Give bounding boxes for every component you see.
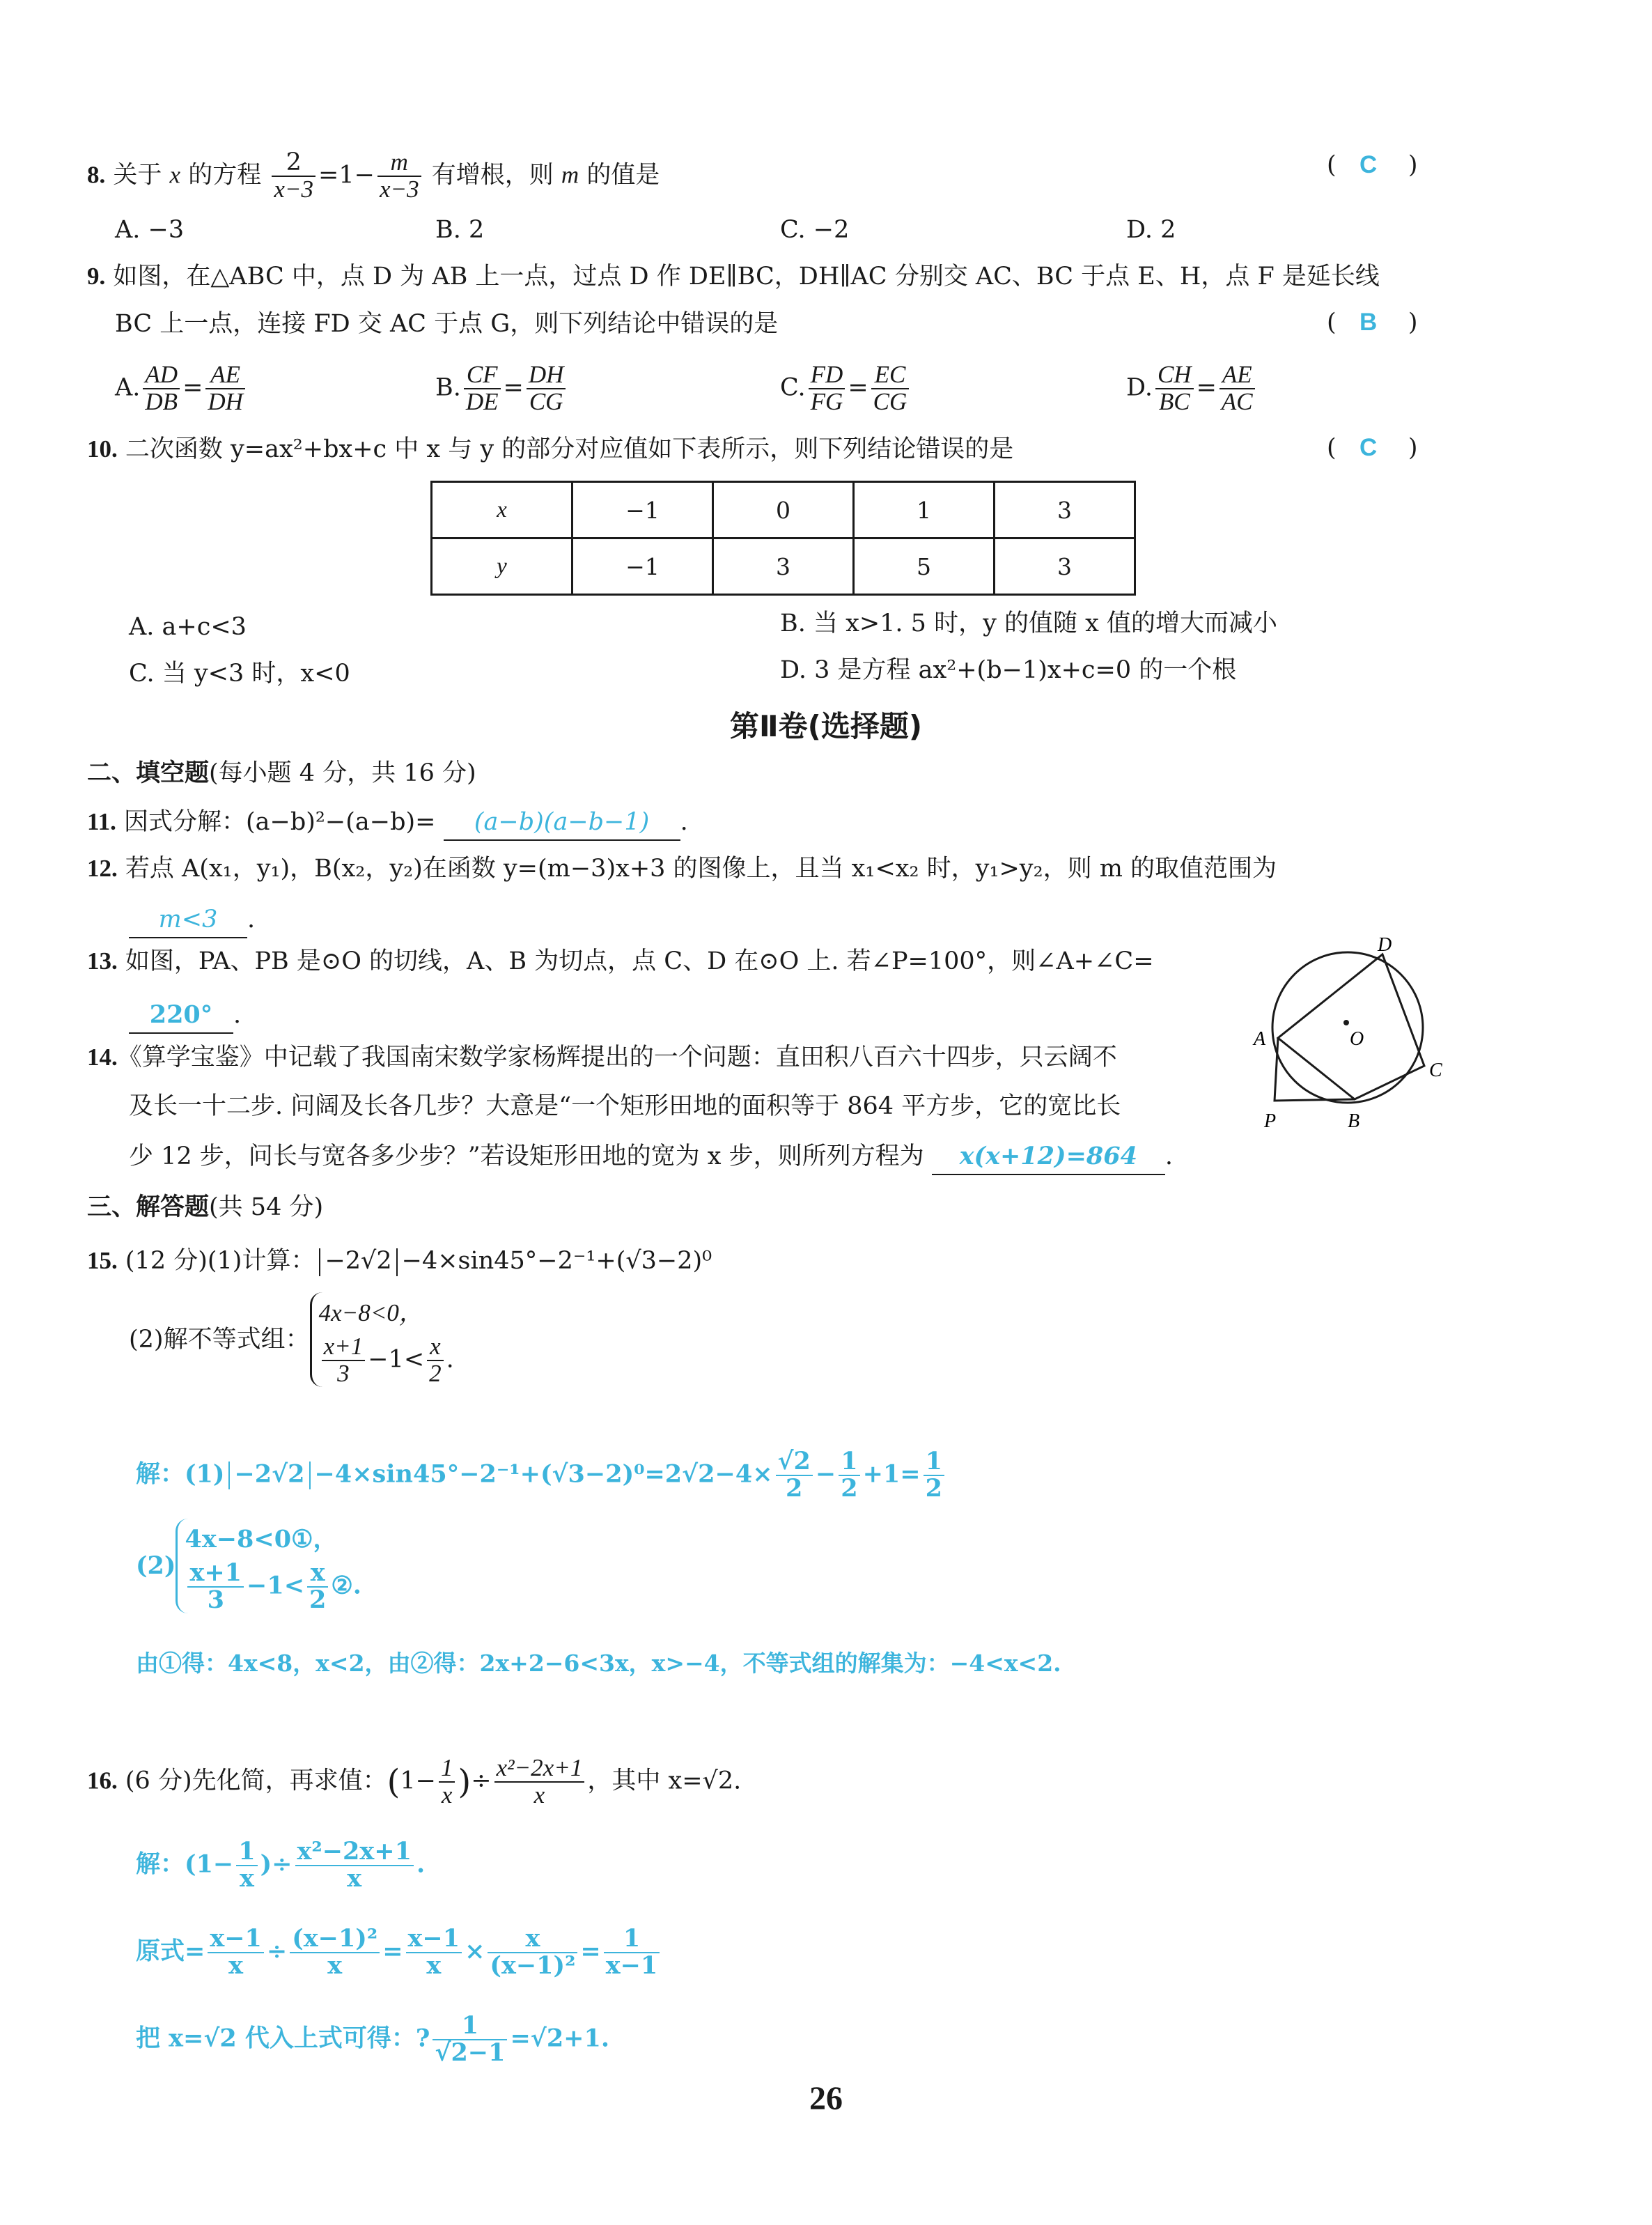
fraction: $\frac{m}{x-3}$ — [377, 150, 421, 203]
solution-16-3: 把 x=√2 代入上式可得：? $\frac{1}{√2-1}$ =√2+1. — [136, 2011, 610, 2067]
label-o: O — [1350, 1028, 1364, 1050]
label-p: P — [1264, 1110, 1277, 1132]
question-15: 15. (12 分)(1)计算： −2√2 −4×sin45°−2⁻¹+(√3−2)⁰ — [87, 1247, 712, 1275]
question-15-part2: (2)解不等式组： 4x−8<0， $\frac{x+1}{3}$ −1< $\frac{x}{2}$ . — [129, 1292, 454, 1387]
option-a: A. a+c<3 — [129, 613, 247, 641]
answer-choice: C — [1359, 434, 1378, 461]
answer-bracket: ( C ) — [1327, 151, 1418, 179]
tangent-lines — [1275, 1038, 1355, 1101]
question-number: 10. — [87, 435, 118, 463]
option-b: B. 当 x>1. 5 时，y 的值随 x 值的增大而减小 — [780, 610, 1277, 637]
option-d: D. 3 是方程 ax²+(b−1)x+c=0 的一个根 — [780, 656, 1237, 684]
table-cell: 1 — [854, 482, 995, 538]
table-cell: 3 — [995, 538, 1135, 595]
question-text: 如图，在△ABC 中，点 D 为 AB 上一点，过点 D 作 DE∥BC，DH∥AC 分别交 AC、BC 于点 E、H，点 F 是延长线 — [113, 263, 1380, 290]
question-number: 8. — [87, 161, 106, 189]
question-number: 9. — [87, 263, 106, 290]
question-text: 二次函数 y=ax²+bx+c 中 x 与 y 的部分对应值如下表所示，则下列结论错误的是 — [125, 435, 1014, 463]
question-13: 13. 如图，PA、PB 是⊙O 的切线，A、B 为切点，点 C、D 在⊙O 上. 若∠P=100°，则∠A+∠C= — [87, 947, 1154, 975]
answer-blank: (a−b)(a−b−1) — [444, 805, 680, 841]
answer-bracket: ( C ) — [1327, 434, 1418, 462]
question-14-line2: 及长一十二步. 问阔及长各几步？大意是“一个矩形田地的面积等于 864 平方步，它的宽比长 — [129, 1092, 1121, 1120]
part-heading: 三、解答题(共 54 分) — [87, 1193, 324, 1221]
inequality-system: 4x−8<0①， $\frac{x+1}{3}$ −1< $\frac{x}{2}$ ②. — [176, 1519, 361, 1613]
table-cell: 3 — [995, 482, 1135, 538]
answer-choice: C — [1359, 151, 1378, 178]
answer-blank: x(x+12)=864 — [932, 1139, 1165, 1175]
table-row — [432, 482, 1135, 538]
question-9 — [87, 259, 1380, 294]
answer-blank: m<3 — [129, 902, 247, 938]
answer-choice: B — [1359, 309, 1378, 336]
table-cell: 3 — [713, 538, 854, 595]
question-8: 8. 关于 x 的方程 $\frac{2}{x-3}$ =1− $\frac{m}{x-3}$ 有增根，则 m 的值是 — [87, 148, 660, 203]
option-d: D. 2 — [1126, 216, 1176, 244]
solution-15-3: 由①得：4x<8，x<2，由②得：2x+2−6<3x，x>−4，不等式组的解集为：−4<x<2. — [136, 1650, 1061, 1677]
page-number: 26 — [809, 2080, 843, 2117]
value-table — [430, 481, 1136, 596]
option-b: B. $\frac{CF}{DE}$ = $\frac{DH}{CG}$ — [435, 362, 568, 415]
solution-16-2: 原式= $\frac{x-1}{x}$ ÷ $\frac{\text{(x−1)²}}{x}$ = $\frac{x-1}{x}$ × $\frac{x}{\text{(x−1)²}}$ = $\frac{1}{x-1}$ — [136, 1926, 662, 1979]
label-b: B — [1348, 1110, 1360, 1132]
option-c: C. $\frac{FD}{FG}$ = $\frac{EC}{CG}$ — [780, 362, 912, 415]
option-a: A. −3 — [115, 216, 185, 244]
inequality-system: 4x−8<0， $\frac{x+1}{3}$ −1< $\frac{x}{2}$ . — [310, 1292, 454, 1387]
answer-bracket: ( B ) — [1327, 309, 1418, 336]
table-cell: 5 — [854, 538, 995, 595]
label-a: A — [1254, 1028, 1266, 1050]
option-d: D. $\frac{CH}{BC}$ = $\frac{AE}{AC}$ — [1126, 362, 1258, 415]
solution-15-2: (2) 4x−8<0①， $\frac{x+1}{3}$ −1< $\frac{x}{2}$ ②. — [136, 1519, 361, 1613]
solution-16-1: 解：(1− $\frac{1}{x}$ )÷ $\frac{\text{x²−2x+1}}{x}$ . — [136, 1837, 426, 1893]
question-14-line3: 少 12 步，问长与宽各多少步？”若设矩形田地的宽为 x 步，则所列方程为 x(x+12)=864 . — [129, 1139, 1173, 1175]
table-cell: 0 — [713, 482, 854, 538]
question-11: 11. 因式分解：(a−b)²−(a−b)= (a−b)(a−b−1) . — [87, 805, 688, 841]
table-cell: −1 — [572, 538, 713, 595]
circle-tangent-figure — [1247, 933, 1449, 1135]
label-d: D — [1378, 934, 1392, 956]
circle-o — [1272, 952, 1423, 1103]
table-cell: −1 — [572, 482, 713, 538]
answer-blank: 220° — [129, 998, 233, 1034]
table-row — [432, 538, 1135, 595]
question-12-answer: m<3 . — [129, 902, 255, 938]
option-b: B. 2 — [435, 216, 485, 244]
part-heading: 二、填空题(每小题 4 分，共 16 分) — [87, 759, 476, 787]
solution-15-1: 解：(1) −2√2 −4×sin45°−2⁻¹+(√3−2)⁰=2√2−4× $\frac{√2}{2}$ − $\frac{1}{2}$ +1= $\frac{1}{2}$ — [136, 1449, 947, 1502]
center-point — [1343, 1020, 1349, 1025]
table-cell: y — [432, 538, 572, 595]
option-c: C. −2 — [780, 216, 850, 244]
option-a: A. $\frac{AD}{DB}$ = $\frac{AE}{DH}$ — [115, 362, 248, 415]
question-13-answer: 220° . — [129, 998, 241, 1034]
option-c: C. 当 y<3 时，x<0 — [129, 660, 350, 688]
question-9-line2: BC 上一点，连接 FD 交 AC 于点 G，则下列结论中错误的是 — [115, 310, 779, 338]
question-14: 14.《算学宝鉴》中记载了我国南宋数学家杨辉提出的一个问题：直田积八百六十四步，只云阔不 — [87, 1044, 1117, 1071]
question-10 — [87, 432, 1013, 467]
question-12: 12. 若点 A(x₁，y₁)，B(x₂，y₂)在函数 y=(m−3)x+3 的图像上，且当 x₁<x₂ 时，y₁>y₂，则 m 的取值范围为 — [87, 855, 1277, 883]
question-16: 16. (6 分)先化简，再求值：(1− $\frac{1}{x}$ )÷ $\frac{\text{x²−2x+1}}{x}$ ，其中 x=√2. — [87, 1754, 742, 1808]
section-title: 第Ⅱ卷(选择题) — [729, 709, 923, 743]
table-cell: x — [432, 482, 572, 538]
fraction: $\frac{2}{x-3}$ — [272, 150, 315, 203]
label-c: C — [1429, 1060, 1442, 1081]
